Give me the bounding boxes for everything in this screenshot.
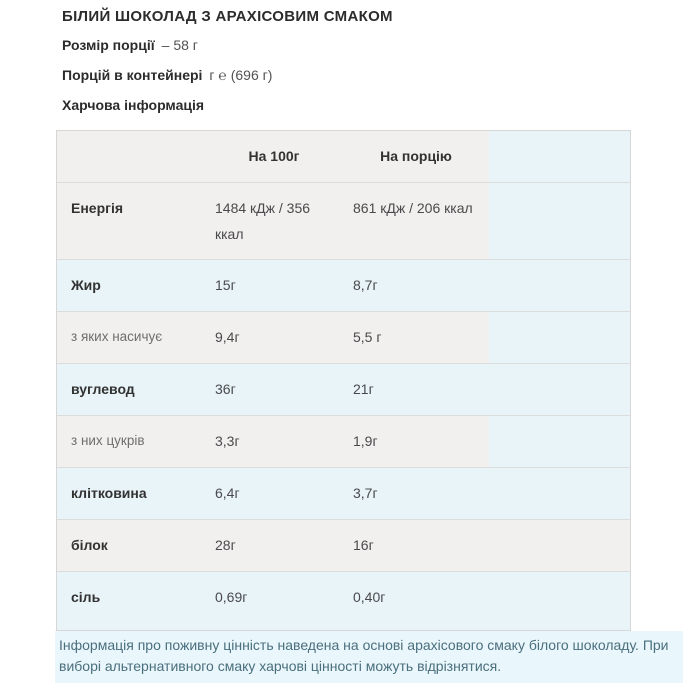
serving-size-label: Розмір порції	[62, 37, 155, 53]
value-per100: 9,4г	[205, 312, 343, 363]
value-per100: 36г	[205, 364, 343, 415]
value-per-serving: 0,40г	[343, 572, 489, 630]
table-row	[57, 572, 630, 630]
servings-per-container-value: г ℮ (696 г)	[209, 67, 273, 83]
servings-per-container-row	[62, 67, 272, 83]
nutrition-table	[56, 130, 631, 631]
value-per-serving: 16г	[343, 520, 489, 571]
row-spacer-cell	[489, 416, 630, 467]
nutrient-label: клітковина	[57, 468, 205, 519]
header-empty-cell	[57, 131, 205, 182]
table-row	[57, 416, 630, 468]
page-title: БІЛИЙ ШОКОЛАД З АРАХІСОВИМ СМАКОМ	[62, 8, 393, 25]
nutrient-label: сіль	[57, 572, 205, 630]
row-spacer-cell	[489, 312, 630, 363]
row-spacer-cell	[489, 572, 630, 630]
value-per100: 1484 кДж / 356 ккал	[205, 183, 343, 259]
nutrient-label: білок	[57, 520, 205, 571]
value-per-serving: 1,9г	[343, 416, 489, 467]
row-spacer-cell	[489, 468, 630, 519]
table-row	[57, 260, 630, 312]
nutrient-label: з них цукрів	[57, 416, 205, 467]
row-spacer-cell	[489, 520, 630, 571]
nutrient-label: вуглевод	[57, 364, 205, 415]
value-per100: 15г	[205, 260, 343, 311]
table-row	[57, 364, 630, 416]
table-row	[57, 183, 630, 260]
table-row	[57, 312, 630, 364]
row-spacer-cell	[489, 183, 630, 259]
value-per100: 28г	[205, 520, 343, 571]
nutrient-label: з яких насичує	[57, 312, 205, 363]
serving-size-row	[62, 37, 198, 53]
value-per100: 0,69г	[205, 572, 343, 630]
row-spacer-cell	[489, 260, 630, 311]
serving-size-value: – 58 г	[161, 37, 198, 53]
table-header-row	[57, 131, 630, 183]
value-per-serving: 5,5 г	[343, 312, 489, 363]
section-title: Харчова інформація	[62, 97, 205, 113]
value-per-serving: 21г	[343, 364, 489, 415]
row-spacer-cell	[489, 364, 630, 415]
value-per-serving: 861 кДж / 206 ккал	[343, 183, 489, 259]
table-row	[57, 468, 630, 520]
column-header-per100: На 100г	[205, 131, 343, 182]
value-per-serving: 8,7г	[343, 260, 489, 311]
column-header-per-serving: На порцію	[343, 131, 489, 182]
value-per-serving: 3,7г	[343, 468, 489, 519]
servings-per-container-label: Порцій в контейнері	[62, 67, 203, 83]
value-per100: 6,4г	[205, 468, 343, 519]
value-per100: 3,3г	[205, 416, 343, 467]
nutrient-label: Енергія	[57, 183, 205, 259]
footnote: Інформація про поживну цінність наведена на основі арахісового смаку білого шоколаду. При виборі альтернативного смаку харчові цінності можуть відрізнятися.	[55, 631, 683, 683]
table-row	[57, 520, 630, 572]
nutrient-label: Жир	[57, 260, 205, 311]
header-spacer-cell	[489, 131, 630, 182]
